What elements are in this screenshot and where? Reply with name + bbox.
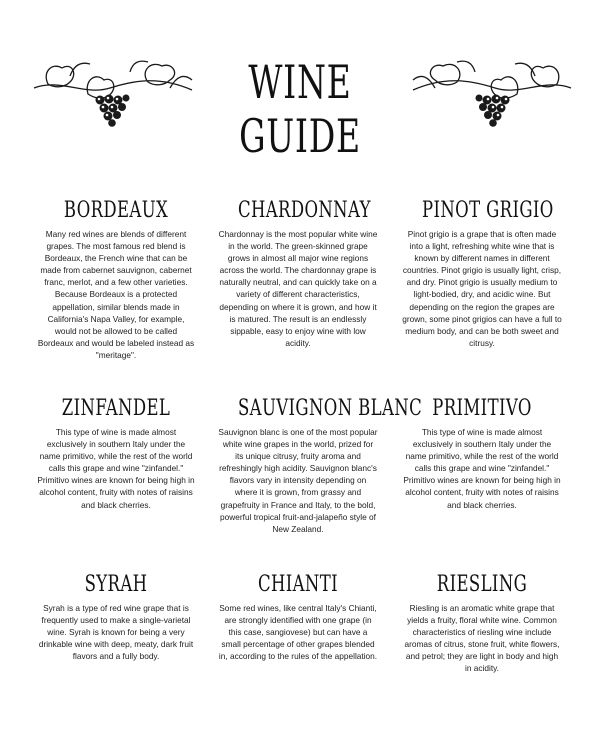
wine-title: SYRAH <box>84 572 148 597</box>
wine-description: This type of wine is made almost exclusively in southern Italy under the name primitivo, while the rest of the world calls this grape and wine "zinfandel." Primitivo wines are known for being high in alcohol content, fruity with notes of raisins and black cherries. <box>37 427 195 510</box>
wine-title: CHIANTI <box>257 572 339 597</box>
wine-title: BORDEAUX <box>63 198 169 223</box>
header <box>0 0 600 163</box>
wine-title: SAUVIGNON BLANC <box>238 396 423 421</box>
wine-card-primitivo <box>402 396 562 511</box>
wine-card-pinot-grigio <box>402 198 562 349</box>
wine-description: Sauvignon blanc is one of the most popular white wine grapes in the world, prized for its unique citrusy, fruity aroma and refreshingly high acidity. Sauvignon blanc's flavors vary in intensity depending on where it is grown, from grassy and grapefruity in France and Italy, to the bold, powerful tropical fruit-and-jalapeño style of New Zealand. <box>218 427 378 534</box>
grape-vine-icon <box>410 52 575 130</box>
wine-description: Some red wines, like central Italy's Chianti, are strongly identified with one grape (in this case, sangiovese) but can have a small percentage of other grapes blended in, according to the rules of the appellation. <box>218 603 378 662</box>
wine-description: Many red wines are blends of different grapes. The most famous red blend is Bordeaux, the French wine that can be made from cabernet sauvignon, cabernet franc, merlot, and a few other varieties. Because Bordeaux is a protected appellation, similar blends made in California's Napa Valley, for example, would not be allowed to be called Bordeaux and would be labeled instead as "meritage". <box>37 229 195 360</box>
wine-card-sauvignon-blanc <box>218 396 423 535</box>
wine-title: PRIMITIVO <box>432 396 532 421</box>
wine-description: Syrah is a type of red wine grape that is frequently used to make a single-varietal wine. Syrah is known for being a very drinkable wine with deep, meaty, dark fruit flavors and a fully body. <box>38 603 194 662</box>
wine-card-syrah <box>36 572 196 662</box>
wine-description: This type of wine is made almost exclusively in southern Italy under the name primitivo, while the rest of the world calls this grape and wine "zinfandel." Primitivo wines are known for being high in alcohol content, fruity with notes of raisins and black cherries. <box>403 427 561 510</box>
wine-description: Riesling is an aromatic white grape that yields a fruity, floral white wine. Common characteristics of riesling wine include aromas of citrus, stone fruit, white flowers, and petrol; they are light in body and high in acidity. <box>404 603 560 674</box>
wine-title: ZINFANDEL <box>61 396 171 421</box>
wine-card-riesling <box>402 572 562 675</box>
wine-title: PINOT GRIGIO <box>422 198 554 223</box>
wine-card-chardonnay <box>218 198 378 349</box>
wine-card-bordeaux <box>36 198 196 361</box>
grape-vine-icon <box>30 52 195 130</box>
wine-card-zinfandel <box>36 396 196 511</box>
page-title: WINE GUIDE <box>239 55 361 163</box>
wine-title: RIESLING <box>436 572 528 597</box>
wine-description: Pinot grigio is a grape that is often made into a light, refreshing white wine that is known by different names in different countries. Pinot grigio is usually light, crisp, and dry. Pinot grigio is usually medium to light-bodied, dry, and acidic wine. But depending on the region the grapes are grown, some pinot grigios can have a full to medium body, and can be both sweet and citrusy. <box>402 229 562 348</box>
wine-card-chianti <box>218 572 378 662</box>
wine-title: CHARDONNAY <box>238 198 371 223</box>
wine-description: Chardonnay is the most popular white wine in the world. The green-skinned grape grows in almost all major wine regions across the world. The chardonnay grape is naturally neutral, and can quickly take on a variety of different characteristics, depending on where it is grown, and how it is matured. The result is an endlessly sippable, easy to enjoy wine with low acidity. <box>218 229 378 348</box>
